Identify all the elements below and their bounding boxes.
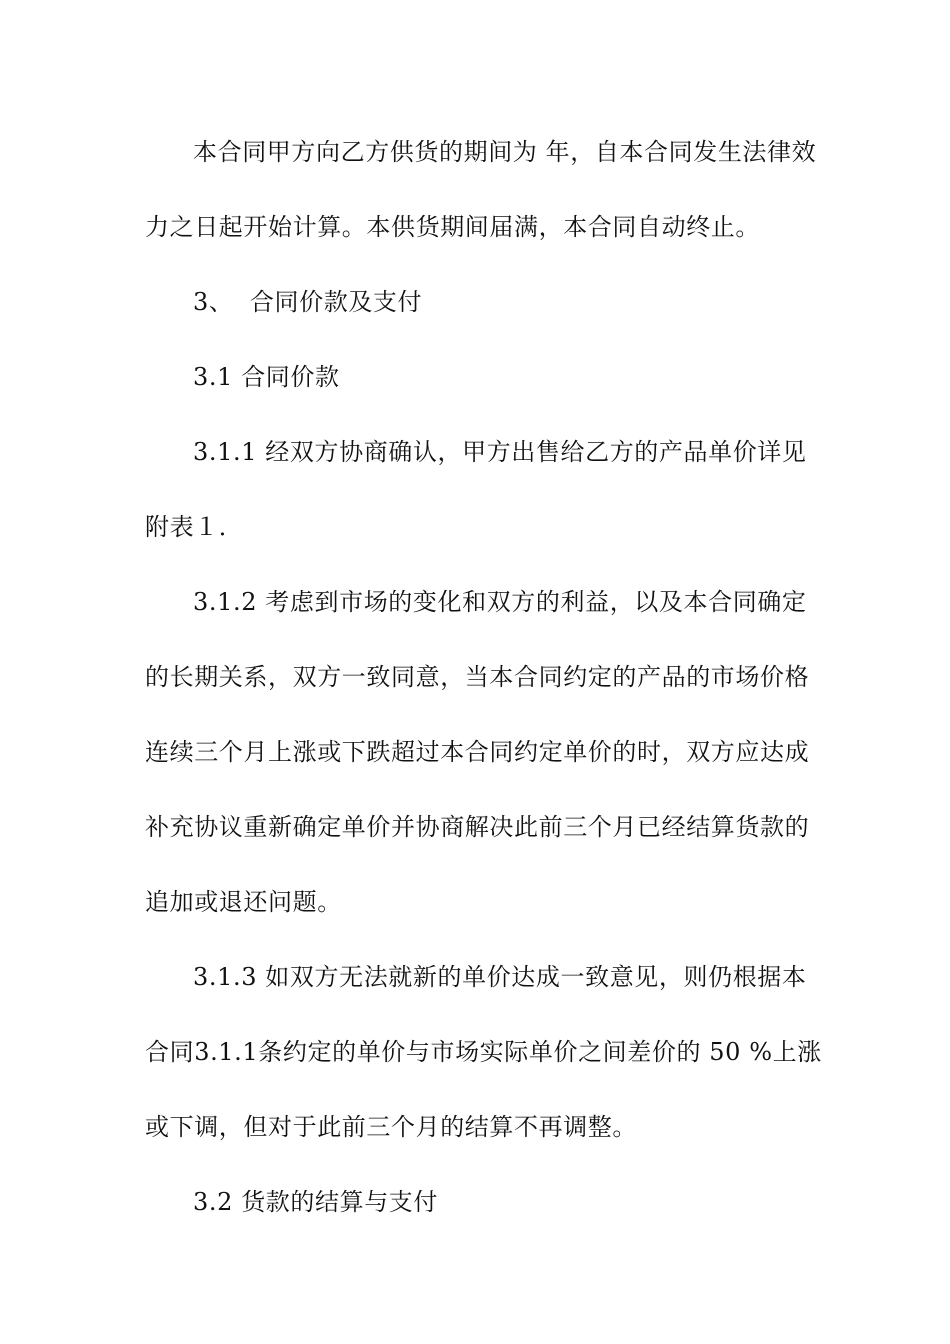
text-line: 3.1.3 如双方无法就新的单价达成一致意见，则仍根据本 [193, 963, 807, 991]
paragraph-supply-period [145, 115, 817, 265]
text-line: 合同3.1.1条约定的单价与市场实际单价之间差价的 50 %上涨 [145, 1038, 822, 1066]
text-line: 力之日起开始计算。本供货期间届满，本合同自动终止。 [145, 213, 760, 241]
heading-text: 3.1 合同价款 [193, 363, 340, 391]
text-line: 补充协议重新确定单价并协商解决此前三个月已经结算货款的 [145, 813, 810, 841]
text-line: 或下调，但对于此前三个月的结算不再调整。 [145, 1113, 637, 1141]
section-heading-3-2 [145, 1165, 810, 1240]
text-line: 附表１． [145, 513, 244, 541]
heading-text: 3、 合同价款及支付 [193, 288, 423, 316]
text-line: 的长期关系，双方一致同意，当本合同约定的产品的市场价格 [145, 663, 810, 691]
clause-3-1-3 [145, 940, 822, 1165]
text-line: 本合同甲方向乙方供货的期间为 年，自本合同发生法律效 [193, 138, 817, 166]
text-line: 连续三个月上涨或下跌超过本合同约定单价的时，双方应达成 [145, 738, 810, 766]
text-line: 追加或退还问题。 [145, 888, 342, 916]
section-heading-3 [145, 265, 810, 340]
heading-text: 3.2 货款的结算与支付 [193, 1188, 438, 1216]
section-heading-3-1 [145, 340, 810, 415]
clause-3-1-2 [145, 565, 810, 940]
clause-3-1-1 [145, 415, 810, 565]
text-line: 3.1.2 考虑到市场的变化和双方的利益，以及本合同确定 [193, 588, 807, 616]
text-line: 3.1.1 经双方协商确认，甲方出售给乙方的产品单价详见 [193, 438, 807, 466]
